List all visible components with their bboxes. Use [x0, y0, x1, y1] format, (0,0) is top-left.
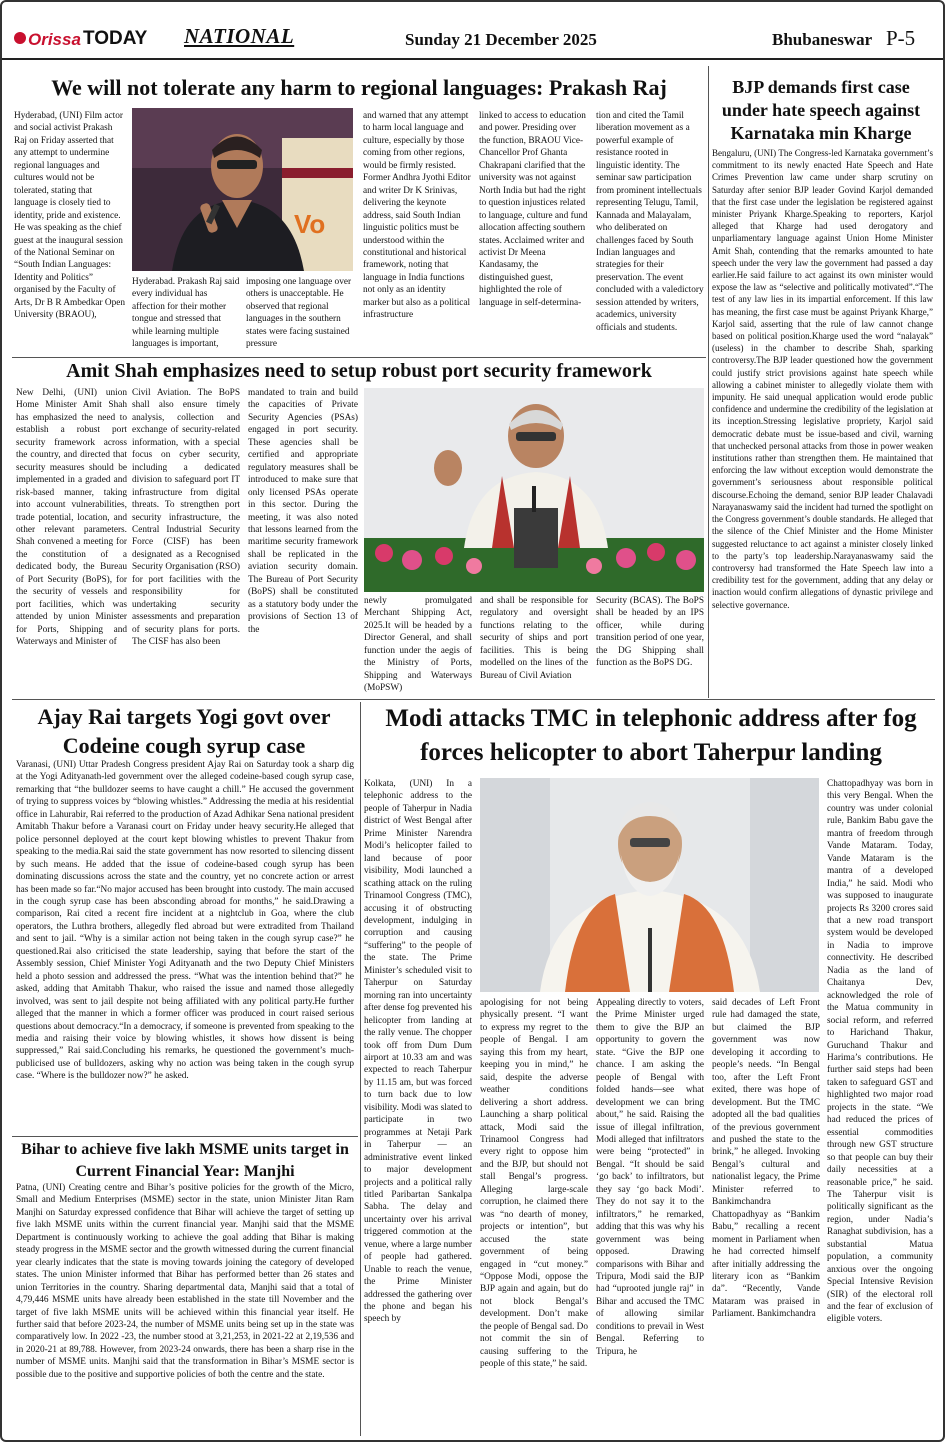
modi-photo: [480, 778, 819, 992]
amit-shah-col-1: New Delhi, (UNI) union Home Minister Amit Shah has emphasized the need to establish a robust port security framework across the country, and directed that security measures should be implemented in a graded and risk-based manner, taking into account vulnerabilities, trade potential, location, and other relevant parameters. Shah convened a meeting for the constitution of a dedicated body, the Bureau of Port Security (BoPS), for the security of vessels and port facilities, which was attended by union Minister for Ports, Shipping and Waterways and Minister of: [16, 388, 127, 648]
divider: [12, 357, 706, 358]
prakash-raj-photo: [132, 108, 353, 271]
article-prakash-raj-headline: We will not tolerate any harm to regional languages: Prakash Raj: [51, 75, 667, 100]
prakash-raj-caption: Hyderabad. Prakash Raj said every individual has affection for their mother tongue and stressed that while learning multiple languages is important,: [132, 277, 240, 350]
amit-shah-photo: [364, 388, 704, 592]
prakash-raj-col-1: Hyderabad, (UNI) Film actor and social activist Prakash Raj on Friday asserted that any attempt to undermine regional languages and cultures would not be tolerated, stating that language is closely tied to identity, pride and existence. He was speaking as the chief guest at the inaugural session of the National Seminar on “South Indian Languages: Identity and Politics” organised by the Faculty of Arts, Dr B R Ambedkar Open University (BRAOU),: [14, 111, 126, 321]
modi-tmc-col-2: apologising for not being physically present. “I want to express my regret to the people of Bengal. I am saying this from my heart, keeping you in mind,” he said, despite the adverse weather conditions delivering a short address. Launching a sharp political attack, Modi said the Trinamool Congress had every right to oppose him and the BJP, but should not stall Bengal’s progress. Alleging large-scale corruption, he claimed there was “no dearth of money, projects or intention”, but accused the state government of being engaged in “cut money.” “Oppose Modi, oppose the BJP again and again, but do not block Bengal’s development. Don’t make the people of Bengal sad. Do not commit the sin of causing suffering to the people of this state,” he said.: [480, 998, 588, 1370]
newspaper-logo[interactable]: [14, 22, 147, 50]
logo-mark-icon: [14, 32, 26, 44]
edition-city: Bhubaneswar: [772, 30, 873, 49]
page-number: P-5: [886, 26, 916, 50]
bihar-msme-body: Patna, (UNI) Creating centre and Bihar’s positive policies for the growth of the Micro, Small and Medium Enterprises (MSME) sector in the state, union Minister Jitan Ram Manjhi on Saturday expressed confidence that Bihar will achieve the target of setting up five lakh MSME units within the current financial year. Manjhi said that the MSME Department is continuously working to achieve the goal adding that Bihar is making steady progress in the MSME sector and the growth witnessed during the current financial year clearly indicates that the state is moving towards joining the category of developed states. The union Minister informed that Bihar has performed better than 26 states and union Territories in the country. Sharing departmental data, Manjhi said that a total of 4,79,446 MSME units have already been established in the state till November and the target of five lakh MSME units will be achieved within this financial year itself. He further said that before 2023-24, the number of MSME units being set up in the state was comparatively low. In 2022 -23, the number stood at 3,21,253, in 2021-22 at 2,19,536 and in 2020-21 at 89,788. However, from 2023-24 onwards, there has been a sharp rise in the number of MSME units. Manjhi said that the transformation in Bihar’s MSME sector is possible due to the positive and supportive policies of both the centre and the state.: [16, 1183, 354, 1380]
modi-tmc-col-1: Kolkata, (UNI) In a telephonic address to the people of Taherpur in Nadia district of West Bengal after Prime Minister Narendra Modi’s helicopter failed to land because of poor visibility, Modi launched a scathing attack on the ruling Trinamool Congress (TMC), accusing it of obstructing development, indulging in corruption and causing “suffering” to the people of the state. The Prime Minister’s scheduled visit to Taherpur on Saturday morning ran into uncertainty after dense fog prevented his helicopter from landing at the rally venue. The chopper took off from Dum Dum airport at 10.33 am and was expected to reach Taherpur by 11.15 am, but was forced to turn back due to low visibility. Modi was slated to participate in two programmes at Netaji Park in Taherpur — an administrative event linked to major development projects and a political rally titled Paribartan Sankalpa Sabha. The delay and uncertainty over his arrival triggered commotion at the venue, where a large number of people had gathered. Unable to reach the venue, the Prime Minister addressed the gathering over the phone and began his speech by: [364, 779, 472, 1325]
modi-tmc-col-3: Appealing directly to voters, the Prime Minister urged them to give the BJP an opportunity to govern the state. “Give the BJP one chance. I am asking the people of Bengal with folded hands—see what development we can bring about,” he said. Raising the issue of illegal infiltration, Modi alleged that infiltrators were being “protected” in Bengal. “It should be said ‘go back’ to infiltrators, but they say ‘go back Modi’. They do not say it to the infiltrators,” he remarked, adding that this was why his government was being opposed. Drawing comparisons with Bihar and Tripura, Modi said the BJP had “uprooted jungle raj” in Bihar and accused the TMC of allowing similar conditions to prevail in West Bengal. Referring to Tripura, he: [596, 998, 704, 1357]
article-ajay-rai-headline: Ajay Rai targets Yogi govt over Codeine cough syrup case: [37, 704, 331, 758]
article-bihar-msme-headline: Bihar to achieve five lakh MSME units target in Current Financial Year: Manjhi: [21, 1141, 349, 1180]
amit-shah-col-3: mandated to train and build the capacities of Private Security Agencies (PSAs) engaged in port security. These agencies shall be certified and appropriate regulatory measures shall be introduced to make sure that only licensed PSAs operate in this sector. During the meeting, it was also noted that lessons learned from the maritime security framework shall be replicated in the aviation security domain. The Bureau of Port Security (BoPS) shall be constituted as a statutory body under the provisions of Section 13 of the: [248, 388, 358, 635]
logo-today: TODAY: [82, 28, 148, 49]
modi-tmc-col-5: Chattopadhyay was born in this very Bengal. When the country was under colonial rule, Bankim Babu gave the mantra of freedom through Vande Mataram. Today, Vande Mataram is the mantra of a developed India,” he said. Modi who was supposed to inaugurate projects Rs 3200 crores said that a new road transport system would be developed in Nadia to improve connectivity. He described Nadia as the land of Chaitanya Dev, acknowledged the role of the Matua community in social reform, and referred to Harichand Thakur, Guruchand Thakur and Harima’s contributions. He further said steps had been taken to safeguard GST and highlighted two major road projects in the state. “We had reduced the prices of essential commodities through new GST structure so that people can buy their daily necessities at a reasonable price,” he said. The Taherpur visit is politically significant as the region, under Nadia’s Ranaghat subdivision, has a substantial Matua population, a community anxious over the ongoing Special Intensive Revision (SIR) of the electoral roll and the fear of exclusion of eligible voters.: [827, 779, 933, 1325]
publication-date: Sunday 21 December 2025: [405, 30, 597, 49]
section-name: NATIONAL: [184, 24, 295, 48]
prakash-raj-col-4: linked to access to education and power. Presiding over the function, BRAOU Vice-Chancellor Prof Ghanta Chakrapani clarified that the university was not against North India but had the right to question injustices related to language, culture and fund allocation affecting southern states. Acclaimed writer and activist Dr Meena Kandasamy, the distinguished guest, highlighted the role of language in self-determina-: [479, 111, 588, 308]
article-bjp-kharge-headline: BJP demands first case under hate speech against Karnataka min Kharge: [721, 77, 921, 143]
divider: [360, 702, 361, 1436]
svg-text:Vo: Vo: [294, 209, 326, 239]
amit-shah-col-6: Security (BCAS). The BoPS shall be headed by an IPS officer, while during transition period of one year, the DG Shipping shall function as the BoPS DG.: [596, 596, 704, 669]
prakash-raj-col-5: tion and cited the Tamil liberation movement as a powerful example of resistance rooted in linguistic identity. The seminar saw participation from prominent intellectuals representing Telugu, Tamil, Kannada and Malayalam, who deliberated on challenges faced by South Indian languages and strategies for their preservation. The event concluded with a valedictory session attended by writers, academics, university officials and students.: [596, 111, 704, 333]
masthead: [2, 2, 943, 60]
amit-shah-col-2: Civil Aviation. The BoPS shall also ensure timely analysis, collection and exchange of security-related information, with a special focus on cyber security, including a dedicated division to safeguard port IT infrastructure from digital threats. To strengthen port security infrastructure, the Central Industrial Security Force (CISF) has been designated as a Recognised Security Organisation (RSO) for port facilities with the responsibility for undertaking security assessments and preparation of security plans for ports. The CISF has also been: [132, 388, 240, 648]
article-modi-tmc-headline: Modi attacks TMC in telephonic address after fog forces helicopter to abort Taherpur landing: [385, 705, 917, 766]
modi-tmc-col-4: said decades of Left Front rule had damaged the state, but claimed the BJP government was now developing it according to people’s needs. “In Bengal too, after the Left Front exited, there was hope of development. But the TMC adopted all the bad qualities of the previous government and pushed the state to the brink,” he alleged. Invoking Bengal’s cultural and nationalist legacy, the Prime Minister referred to Bankimchandra Chattopadhyay as “Bankim Babu,” recalling a recent moment in Parliament when he had corrected himself after initially addressing the literary icon as “Bankim da”. “Recently, Vande Mataram was praised in Parliament. Bankimchandra: [712, 998, 820, 1320]
divider: [12, 1136, 358, 1137]
logo-orissa: Orissa: [28, 30, 81, 49]
article-amit-shah-headline: Amit Shah emphasizes need to setup robust port security framework: [66, 360, 652, 382]
amit-shah-col-5: and shall be responsible for regulatory and oversight functions relating to the security of ships and port facilities. This is being modelled on the lines of the Bureau of Civil Aviation: [480, 596, 588, 681]
prakash-raj-col-2: imposing one language over others is unacceptable. He observed that regional languages in the southern states were facing sustained pressure: [246, 277, 352, 350]
bjp-kharge-body: Bengaluru, (UNI) The Congress-led Karnataka government’s commitment to its newly enacted Hate Speech and Hate Crimes Prevention law came under sharp scrutiny on Saturday after senior BJP leader Govind Karjol demanded that the first case under the legislation be registered against minister Priyank Kharge.Speaking to reporters, Karjol alleged that Kharge had used derogatory and unparliamentary language against Union Home Minister Amit Shah, contending that the remarks amounted to hate speech under the very law the government had passed a day earlier.He said failure to act against its own minister would expose the law as “selective and politically motivated”.“The test of any law lies in its impartial enforcement. If this law has meaning, the first case must be against Priyank Kharge,” Karjol said, asserting that the rule of law cannot change based on political position.Kharge used the word “nalayak” (useless) in the chamber to describe Shah, sparking controversy.The BJP leader questioned how the government could justify strict provisions against hate speech while allowing a cabinet minister to allegedly violate them with impunity. He said unequal application would erode public confidence and undermine the credibility of the legislation at its inception.Stressing legislative propriety, Karjol said democratic debate must be issue-based and civil, warning that unchecked personal attacks from those in power weaken institutions rather than strengthen them. He maintained that enforcing the law without exception would demonstrate the government’s seriousness about responsible political discourse.Echoing the demand, senior BJP leader Chalavadi Narayanaswamy said the incident had turned the spotlight on the Congress government’s double standards. He alleged that the silence of the Chief Minister and the Home Minister suggested reluctance to act against a minister closely linked to the party’s top leadership.Narayanaswamy said the controversy had transformed the Hate Speech law into a credibility test for the government, adding that any delay or inaction would confirm allegations of dynastic privilege and selective governance.: [712, 148, 933, 610]
ajay-rai-body: Varanasi, (UNI) Uttar Pradesh Congress president Ajay Rai on Saturday took a sharp dig at the Yogi Adityanath-led government over the alleged codeine-based cough syrup case, remarking that “the bulldozer seems to have caught a chill.” He accused the government of trying to suppress voices by “blowing whistles.” Addressing the media at his residential office in Lahurabir, Rai referred to the production of Azad Adhikar Sena national president Amitabh Thakur before a Varanasi court on Friday under heavy security.He alleged that police personnel deployed at the court kept blowing whistles to prevent Thakur from speaking to the media.Rai said the state government has now resorted to silencing dissent by such means. He added that the issue of codeine-based cough syrup has been dominating discussions across the state and the country, yet no concrete action or arrest has been made so far.“No major accused has been brought into custody. The main accused in the cough syrup case has been absconding abroad for months,” he said.Drawing a comparison, Rai cited a recent fire incident at a nightclub in Goa, where the club operators, the Luthra brothers, allegedly fled abroad but were extradited from Thailand and sent to jail. “Why is a similar action not being taken in the cough syrup case?” he questioned.Rai also criticised the state leadership, saying that before the start of the Assembly session, Chief Minister Yogi Adityanath and the two Deputy Chief Ministers held a photo session and addressed the press. “What was the intention behind that?” he asked, adding that Amitabh Thakur, who raised the issue and named those allegedly involved, was sent to jail despite not being affiliated with any political party.He further alleged that the manner in which a former officer was produced in court raised serious questions about democracy.“In a democracy, if someone is prevented from speaking to the media and raising their voice by blowing whistles, it shows how dissent is being suppressed,” Rai said.Concluding his remarks, he questioned the government’s much-publicised use of bulldozers, asking why no action was being taken in the cough syrup case. “Where is the bulldozer now?” he asked.: [16, 760, 354, 1082]
divider: [12, 699, 935, 700]
prakash-raj-col-3: and warned that any attempt to harm local language and culture, especially by those coming from other regions, would be firmly resisted. Former Andhra Jyothi Editor and writer Dr K Srinivas, delivering the keynote address, said South Indian linguistic politics must be understood within the constitutional and historical framework, noting that language in India functions not only as an identity marker but also as a political infrastructure: [363, 111, 471, 321]
amit-shah-col-4: newly promulgated Merchant Shipping Act, 2025.It will be headed by a Director General, and shall function under the aegis of the Ministry of Ports, Shipping and Waterways (MoPSW): [364, 596, 472, 694]
divider: [708, 66, 709, 698]
